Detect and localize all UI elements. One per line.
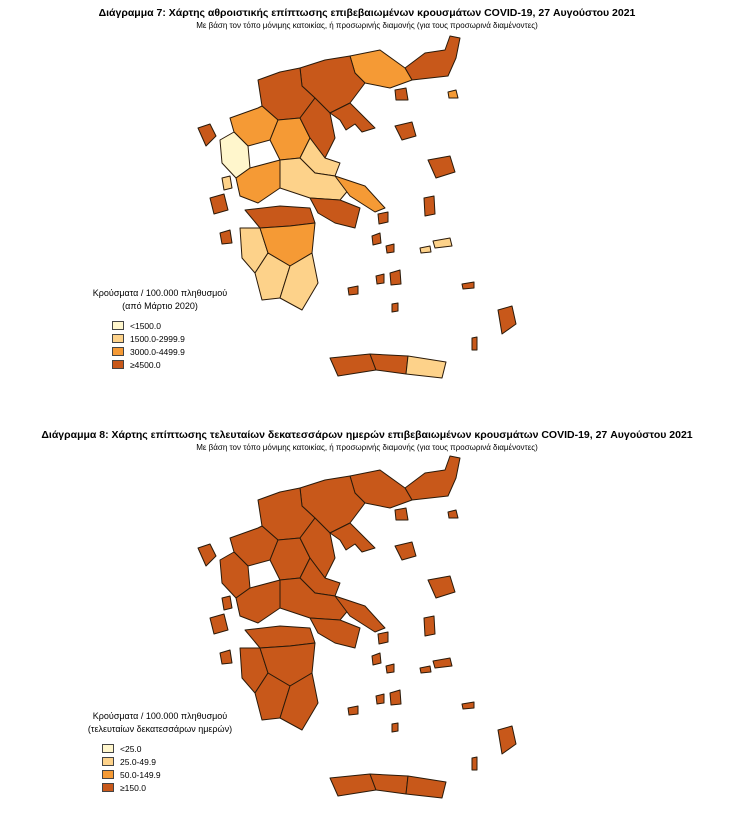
map1-legend-swatch xyxy=(112,347,124,356)
map2-legend-swatch xyxy=(102,757,114,766)
map1-legend-title: Κρούσματα / 100.000 πληθυσμού xyxy=(92,288,228,298)
map1-island-karpathos xyxy=(472,337,477,350)
map2-island-zakynthos xyxy=(220,650,232,664)
map1-legend xyxy=(70,287,250,371)
map1-legend-subtitle: (από Μάρτιο 2020) xyxy=(122,301,198,311)
map1-legend-swatch xyxy=(112,321,124,330)
map2-legend-item xyxy=(102,781,260,794)
map2-island-tinos xyxy=(386,664,394,673)
map2-island-ikaria xyxy=(420,666,431,673)
map1-island-zakynthos xyxy=(220,230,232,244)
map1-island-ikaria xyxy=(420,246,431,253)
map2-legend-item xyxy=(102,755,260,768)
map2-island-lefkada xyxy=(222,596,232,610)
map1-island-limnos xyxy=(395,122,416,140)
map2-island-kefalonia xyxy=(210,614,228,634)
map2-legend xyxy=(60,710,260,794)
map1-island-crete-east xyxy=(406,356,446,378)
map1-island-santorini xyxy=(392,303,398,312)
map1-island-samothrace xyxy=(448,90,458,98)
map2-legend-item xyxy=(102,742,260,755)
map1-legend-item xyxy=(112,345,250,358)
map2-island-limnos xyxy=(395,542,416,560)
map2-region-thrace xyxy=(405,456,460,500)
map2-legend-label: ≥150.0 xyxy=(120,782,146,793)
map2-island-chios xyxy=(424,616,435,636)
map2-island-skyros xyxy=(378,632,388,644)
map2-island-milos xyxy=(348,706,358,715)
map1-legend-label: 3000.0-4499.9 xyxy=(130,346,185,357)
map1-legend-label: <1500.0 xyxy=(130,320,161,331)
map1-title: Διάγραμμα 7: Χάρτης αθροιστικής επίπτωσης επιβεβαιωμένων κρουσμάτων COVID-19, 27 Αυγούστου 2021 xyxy=(98,7,636,19)
map2-island-paros xyxy=(376,694,384,704)
map1-region-attica xyxy=(310,198,360,228)
map2-legend-swatch xyxy=(102,770,114,779)
map2-legend-item xyxy=(102,768,260,781)
map1-island-kos xyxy=(462,282,474,289)
map1-legend-item xyxy=(112,358,250,371)
map1-island-naxos xyxy=(390,270,401,285)
map2-island-thasos xyxy=(395,508,408,520)
map1-island-chios xyxy=(424,196,435,216)
map2-island-crete-west xyxy=(330,774,376,796)
map1-island-lesvos xyxy=(428,156,455,178)
map1-island-andros xyxy=(372,233,381,245)
map2-island-kos xyxy=(462,702,474,709)
map1-island-thasos xyxy=(395,88,408,100)
map1-legend-swatch xyxy=(112,334,124,343)
map2-island-rhodes xyxy=(498,726,516,754)
map2-island-corfu xyxy=(198,544,216,566)
map1-island-paros xyxy=(376,274,384,284)
map2-island-naxos xyxy=(390,690,401,705)
map2-island-karpathos xyxy=(472,757,477,770)
map2-region-attica xyxy=(310,618,360,648)
map2-legend-label: 25.0-49.9 xyxy=(120,756,156,767)
map1-island-lefkada xyxy=(222,176,232,190)
map2-legend-subtitle: (τελευταίων δεκατεσσάρων ημερών) xyxy=(87,724,233,734)
map1-island-crete-central xyxy=(370,354,408,374)
map2-legend-swatch xyxy=(102,783,114,792)
map2-title: Διάγραμμα 8: Χάρτης επίπτωσης τελευταίων δεκατεσσάρων ημερών επιβεβαιωμένων κρουσμάτων COVID-19, 27 Αυγούστου 2021 xyxy=(41,429,693,441)
map1-region-thrace xyxy=(405,36,460,80)
map1-island-rhodes xyxy=(498,306,516,334)
map2-legend-label: <25.0 xyxy=(120,743,142,754)
map2-island-samos xyxy=(433,658,452,668)
map1-legend-label: ≥4500.0 xyxy=(130,359,161,370)
map2-legend-title: Κρούσματα / 100.000 πληθυσμού xyxy=(92,711,228,721)
map2-legend-label: 50.0-149.9 xyxy=(120,769,161,780)
map1-island-crete-west xyxy=(330,354,376,376)
map2-subtitle: Με βάση τον τόπο μόνιμης κατοικίας, ή προσωρινής διαμονής (για τους προσωρινά διαμένοντες) xyxy=(196,443,538,452)
map2-legend-swatch xyxy=(102,744,114,753)
map1-legend-label: 1500.0-2999.9 xyxy=(130,333,185,344)
map2-island-santorini xyxy=(392,723,398,732)
map2-island-crete-east xyxy=(406,776,446,798)
map1-legend-item xyxy=(112,332,250,345)
map1-island-tinos xyxy=(386,244,394,253)
map1-island-skyros xyxy=(378,212,388,224)
map1-legend-swatch xyxy=(112,360,124,369)
map1-legend-item xyxy=(112,319,250,332)
map2-island-samothrace xyxy=(448,510,458,518)
map2-island-crete-central xyxy=(370,774,408,794)
map1-subtitle: Με βάση τον τόπο μόνιμης κατοικίας, ή προσωρινής διαμονής (για τους προσωρινά διαμένοντες) xyxy=(196,21,538,30)
map2-island-lesvos xyxy=(428,576,455,598)
map1-island-milos xyxy=(348,286,358,295)
map1-island-kefalonia xyxy=(210,194,228,214)
map1-island-samos xyxy=(433,238,452,248)
map2-island-andros xyxy=(372,653,381,665)
map1-island-corfu xyxy=(198,124,216,146)
